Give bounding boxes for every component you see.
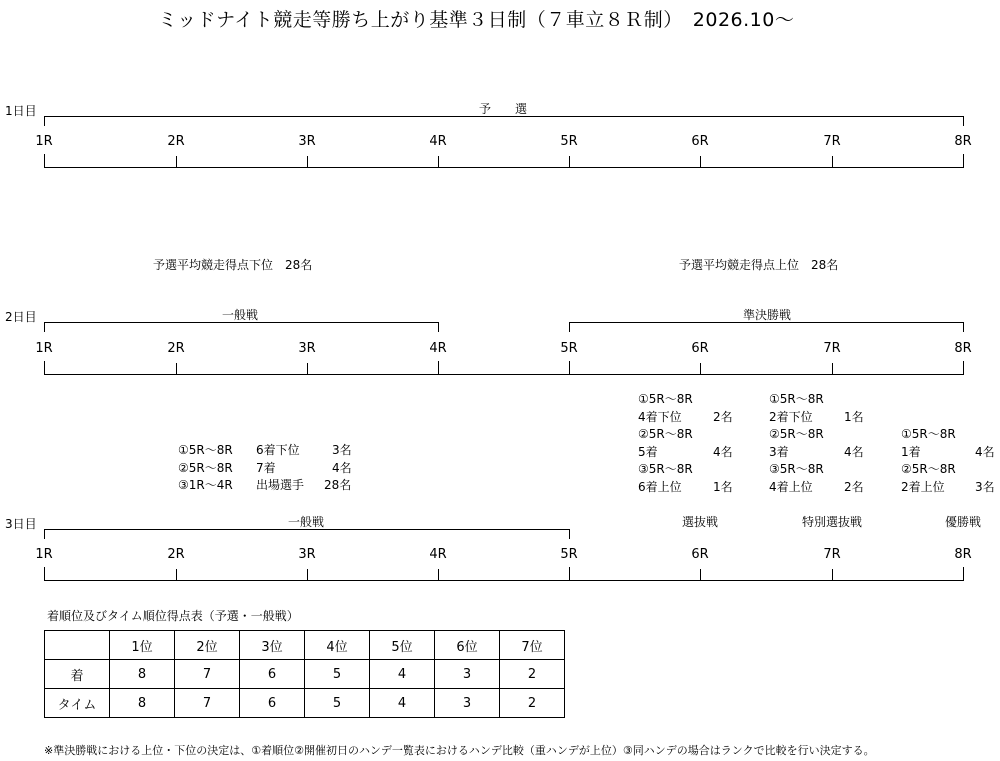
note-lower-28: 予選平均競走得点下位 28名 — [153, 258, 313, 272]
day2-semi-bracket-right — [963, 322, 964, 332]
day2-race-8: 8R — [954, 341, 972, 356]
day3-race-8: 8R — [954, 547, 972, 562]
day3-tick-5 — [569, 567, 570, 581]
day2-race-6: 6R — [691, 341, 709, 356]
day2-axis — [44, 374, 964, 375]
day2-tick-7 — [832, 363, 833, 375]
day2-tick-8 — [963, 361, 964, 375]
day3-special-senbatsu-label: 特別選抜戦 — [801, 515, 863, 529]
day3-general-label: 一般戦 — [287, 515, 325, 529]
day3-race-6: 6R — [691, 547, 709, 562]
table-cell: 2 — [500, 689, 565, 718]
table-cell: 8 — [110, 689, 175, 718]
day3-axis — [44, 580, 964, 581]
table-cell: 3 — [435, 689, 500, 718]
day3-final-label: 優勝戦 — [944, 515, 982, 529]
day1-tick-8 — [963, 154, 964, 168]
table-cell: 4 — [370, 689, 435, 718]
table-header-cell: 4位 — [305, 631, 370, 660]
day2-label: 2日目 — [5, 310, 37, 324]
note-upper-28: 予選平均競走得点上位 28名 — [679, 258, 839, 272]
day2-general-bracket-left — [44, 322, 45, 332]
table-cell: 8 — [110, 660, 175, 689]
day2-tick-2 — [176, 363, 177, 375]
day2-tick-6 — [700, 363, 701, 375]
day1-tick-4 — [438, 156, 439, 168]
day3-tick-6 — [700, 569, 701, 581]
day1-race-6: 6R — [691, 134, 709, 149]
day1-race-5: 5R — [560, 134, 578, 149]
day1-tick-7 — [832, 156, 833, 168]
senbatsu-conditions: ①5R～8R 4着下位 2名 ②5R～8R 5着 4名 ③5R～8R 6着上位 1名 — [638, 392, 733, 494]
day2-race-4: 4R — [429, 341, 447, 356]
day2-tick-5 — [569, 361, 570, 375]
table-cell: 5 — [305, 689, 370, 718]
row-label: 着 — [45, 660, 110, 689]
day2-general-label: 一般戦 — [221, 308, 259, 322]
day1-tick-6 — [700, 156, 701, 168]
footnote: ※準決勝戦における上位・下位の決定は、①着順位②開催初日のハンデ一覧表におけるハンデ比較（重ハンデが上位）③同ハンデの場合はランクで比較を行い決定する。 — [44, 744, 875, 757]
day3-tick-4 — [438, 569, 439, 581]
day3-label: 3日目 — [5, 517, 37, 531]
table-cell: 3 — [435, 660, 500, 689]
day2-race-2: 2R — [167, 341, 185, 356]
day1-race-1: 1R — [35, 134, 53, 149]
day3-tick-7 — [832, 569, 833, 581]
day1-axis — [44, 167, 964, 168]
day2-race-1: 1R — [35, 341, 53, 356]
day1-bracket-right — [963, 116, 964, 126]
table-cell: 4 — [370, 660, 435, 689]
special-senbatsu-conditions: ①5R～8R 2着下位 1名 ②5R～8R 3着 4名 ③5R～8R 4着上位 2名 — [769, 392, 864, 494]
day3-senbatsu-label: 選抜戦 — [681, 515, 719, 529]
day2-tick-3 — [307, 363, 308, 375]
day2-race-7: 7R — [823, 341, 841, 356]
table-cell: 7 — [175, 660, 240, 689]
table-header-row — [45, 631, 565, 660]
table-cell: 2 — [500, 660, 565, 689]
day1-group-label: 予 選 — [478, 102, 528, 116]
day1-tick-1 — [44, 154, 45, 168]
day2-general-bracket-right — [438, 322, 439, 332]
final-conditions: ①5R～8R 1着 4名 ②5R～8R 2着上位 3名 — [901, 427, 995, 494]
day3-race-3: 3R — [298, 547, 316, 562]
day1-label: 1日目 — [5, 104, 37, 118]
day3-race-1: 1R — [35, 547, 53, 562]
day2-semi-bracket-left — [569, 322, 570, 332]
day1-race-3: 3R — [298, 134, 316, 149]
table-cell: 7 — [175, 689, 240, 718]
points-table — [44, 630, 565, 718]
table-row — [45, 660, 565, 689]
day3-general-bracket-left — [44, 529, 45, 539]
day1-bracket-left — [44, 116, 45, 126]
table-header-cell: 7位 — [500, 631, 565, 660]
table-cell: 5 — [305, 660, 370, 689]
day1-race-8: 8R — [954, 134, 972, 149]
day3-race-4: 4R — [429, 547, 447, 562]
table-header-cell: 1位 — [110, 631, 175, 660]
day3-race-5: 5R — [560, 547, 578, 562]
day3-tick-1 — [44, 567, 45, 581]
day1-race-2: 2R — [167, 134, 185, 149]
day1-tick-5 — [569, 156, 570, 168]
day2-race-5: 5R — [560, 341, 578, 356]
table-row — [45, 689, 565, 718]
day3-tick-8 — [963, 567, 964, 581]
day1-tick-2 — [176, 156, 177, 168]
day3-tick-3 — [307, 569, 308, 581]
day1-race-7: 7R — [823, 134, 841, 149]
table-header-cell: 6位 — [435, 631, 500, 660]
row-label: タイム — [45, 689, 110, 718]
table-cell: 6 — [240, 660, 305, 689]
general-conditions: ①5R～8R 6着下位 3名 ②5R～8R 7着 4名 ③1R～4R 出場選手 28名 — [178, 443, 352, 492]
day1-tick-3 — [307, 156, 308, 168]
day3-race-7: 7R — [823, 547, 841, 562]
table-cell: 6 — [240, 689, 305, 718]
table-header-cell: 2位 — [175, 631, 240, 660]
day2-race-3: 3R — [298, 341, 316, 356]
table-header-cell: 5位 — [370, 631, 435, 660]
day3-race-2: 2R — [167, 547, 185, 562]
day3-tick-2 — [176, 569, 177, 581]
day3-general-bracket-right — [569, 529, 570, 539]
day2-semi-label: 準決勝戦 — [742, 308, 792, 322]
day2-tick-4 — [438, 361, 439, 375]
table-header-cell: 3位 — [240, 631, 305, 660]
table-caption: 着順位及びタイム順位得点表（予選・一般戦） — [47, 609, 299, 623]
day2-tick-1 — [44, 361, 45, 375]
table-header-cell — [45, 631, 110, 660]
page-title: ミッドナイト競走等勝ち上がり基準３日制（７車立８Ｒ制） 2026.10～ — [158, 9, 795, 31]
day1-race-4: 4R — [429, 134, 447, 149]
